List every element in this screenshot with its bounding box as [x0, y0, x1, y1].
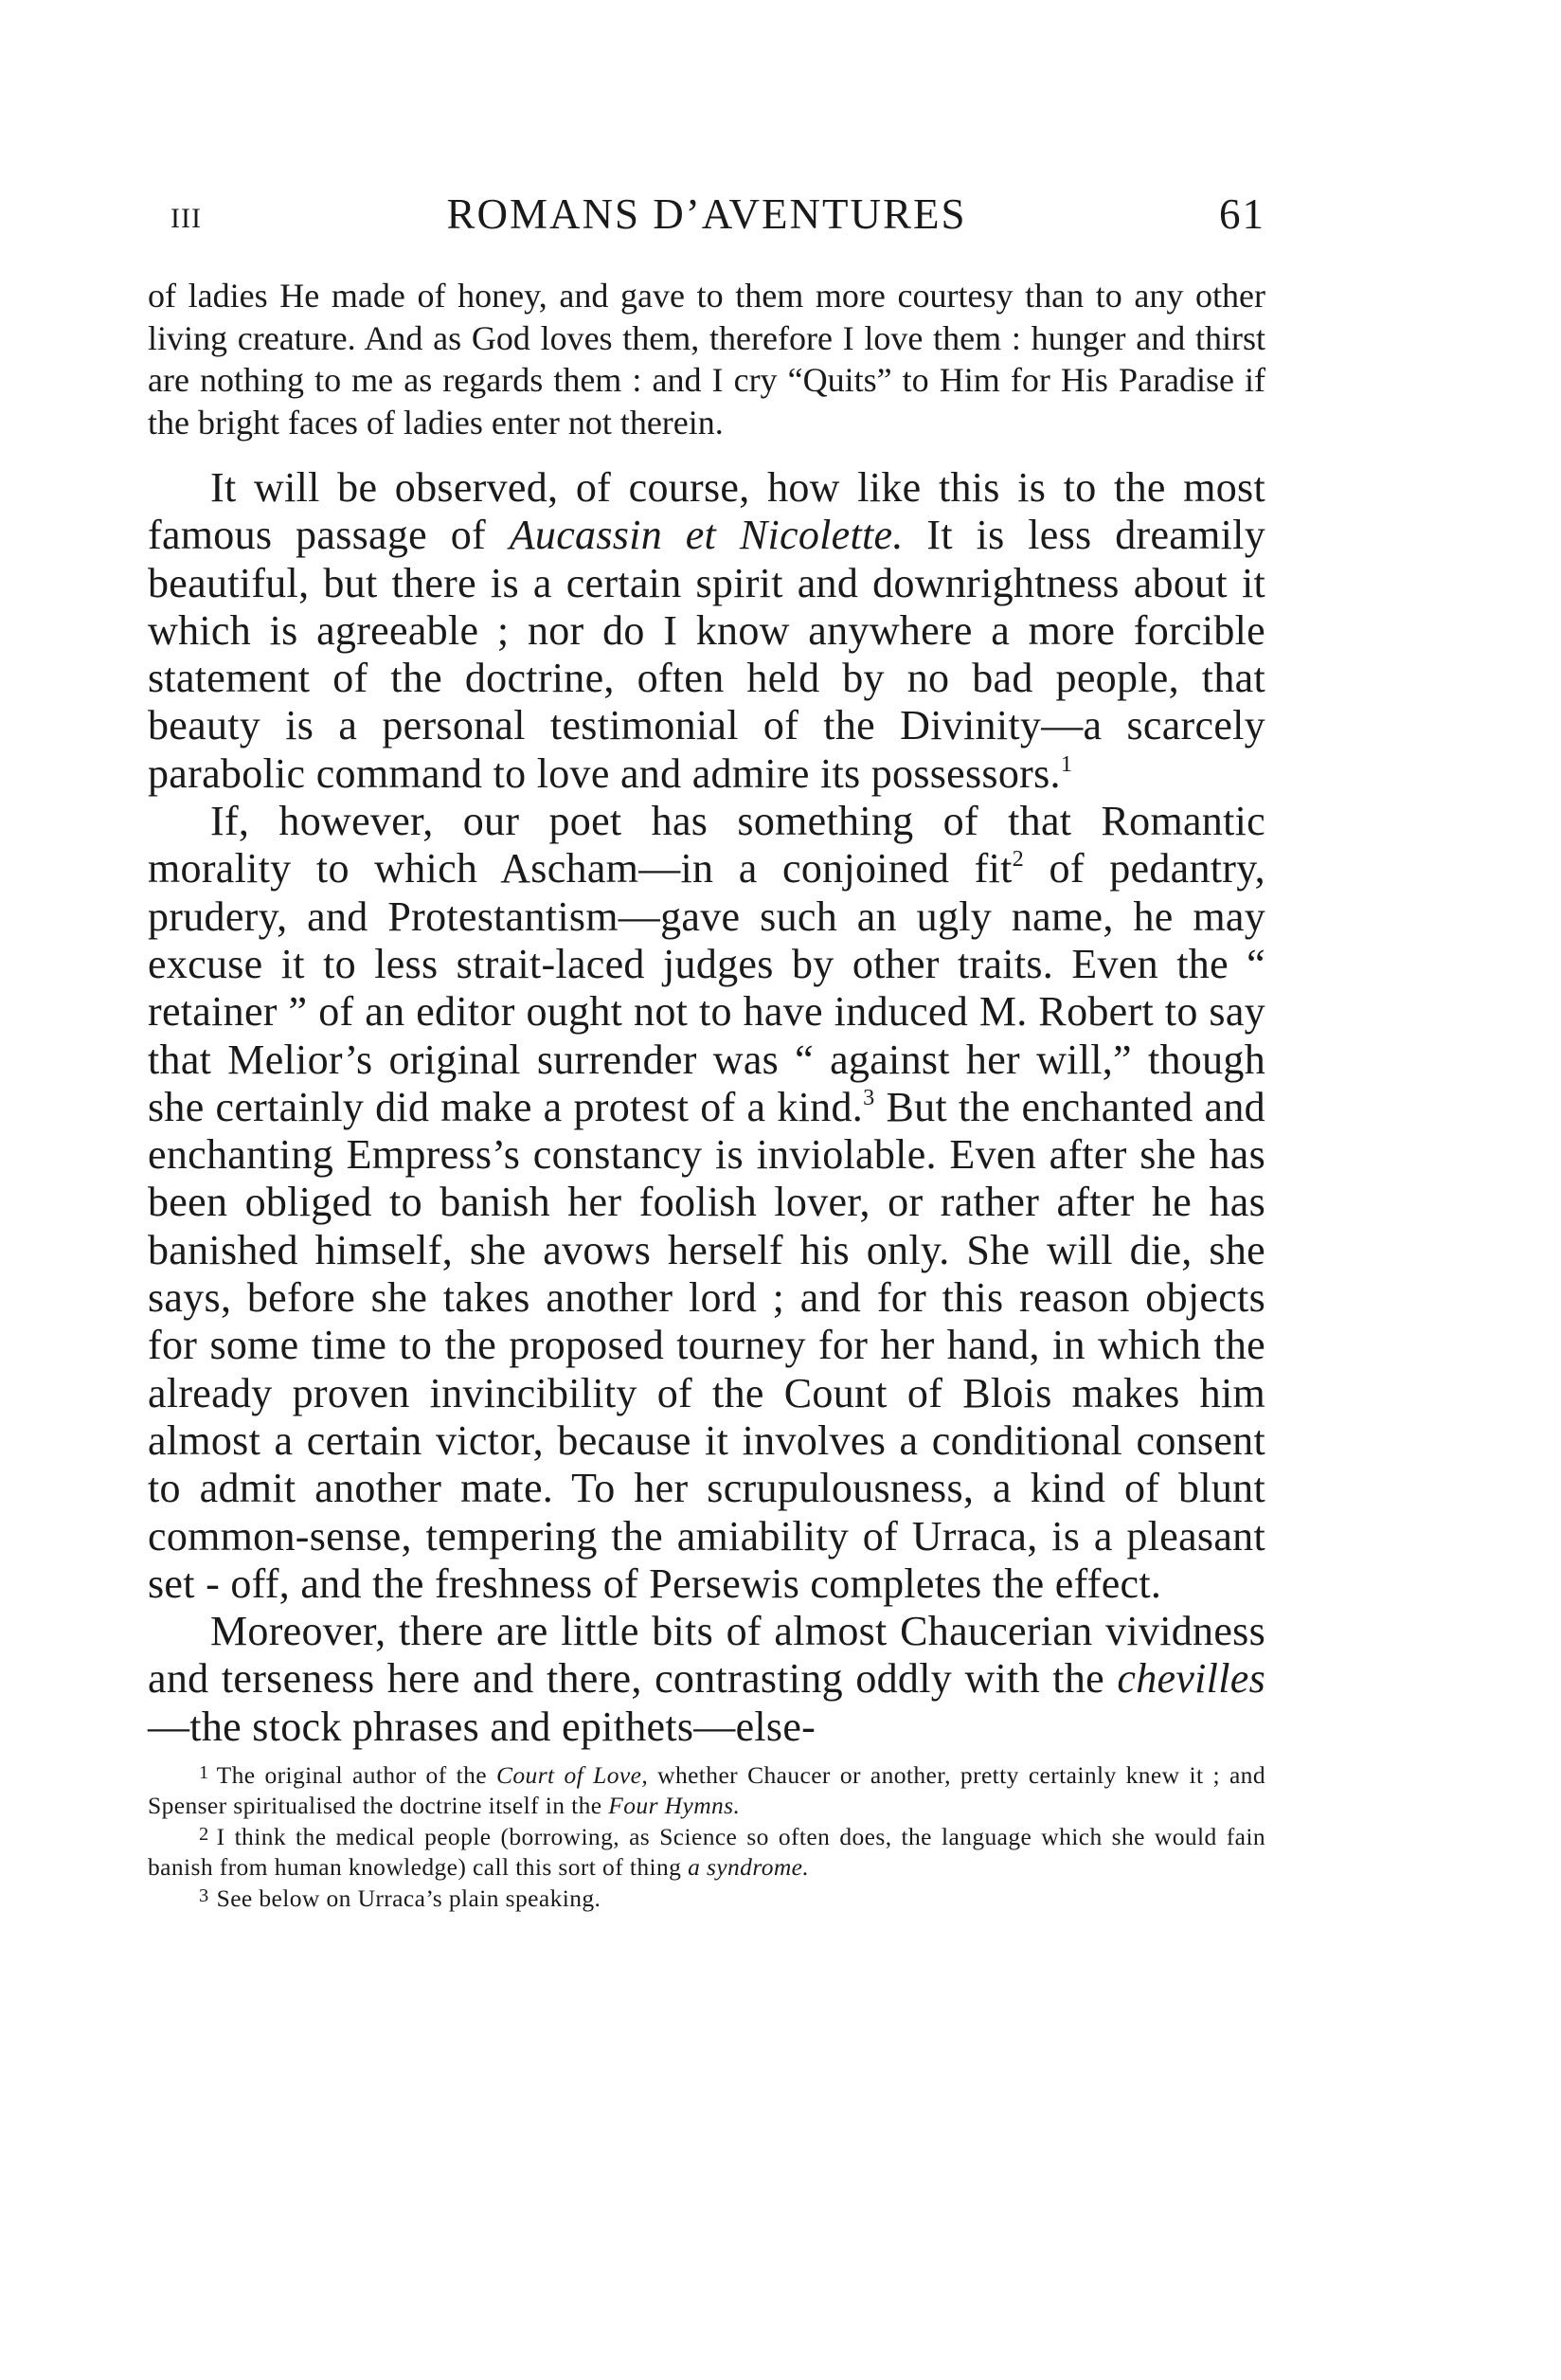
paragraph-3 [148, 1608, 1265, 1751]
footnote-3-number: 3 [199, 1885, 209, 1907]
footnotes [148, 1758, 1265, 1914]
footnote-1-title-court-of-love: Court of Love, [495, 1761, 649, 1790]
footnote-2-number: 2 [199, 1824, 209, 1846]
paragraph-1-text-a: It will be observed, of course, how like this is to the most famous passage of [148, 464, 1265, 559]
footnote-2-term-syndrome: a syndrome. [688, 1852, 810, 1881]
paragraph-2-text-a: If, however, our poet has something of that Romantic morality to which Ascham—in a conjoined fit [148, 798, 1265, 892]
paragraph-1 [148, 464, 1265, 798]
footnote-1-number: 1 [199, 1762, 209, 1784]
body-text [148, 464, 1265, 1751]
footnote-ref-2[interactable]: 2 [1012, 846, 1025, 873]
footnote-1-title-four-hymns: Four Hymns. [608, 1791, 741, 1819]
chapter-number: III [170, 203, 202, 234]
work-title-aucassin: Aucassin et Nicolette. [509, 512, 904, 559]
book-page [148, 189, 1265, 1914]
paragraph-3-text-b: —the stock phrases and epithets—else- [148, 1703, 816, 1750]
footnote-3 [148, 1882, 1265, 1914]
paragraph-2-text-b: of pedantry, prudery, and Protestantism—gave such an ugly name, he may excuse it to less strait-laced judges by other traits. Even the “ retainer ” of an editor ought not to have induced M. Robert to say that Melior’s original surrender was “ against her will,” though she certainly did make a protest of a kind. [148, 845, 1265, 1130]
term-chevilles: chevilles [1117, 1655, 1265, 1703]
paragraph-2-text-c: But the enchanted and enchanting Empress’s constancy is inviolable. Even after she has been obliged to banish her foolish lover, or rather after he has banished himself, she avows herself his only. She will die, she says, before she takes another lord ; and for this reason objects for some time to the proposed tourney for her hand, in which the already proven invincibility of the Count of Blois makes him almost a certain victor, because it involves a conditional consent to admit another mate. To her scrupulousness, a kind of blunt common-sense, tempering the amiability of Urraca, is a pleasant set - off, and the freshness of Persewis completes the effect. [148, 1083, 1265, 1607]
footnote-ref-1[interactable]: 1 [1060, 750, 1073, 777]
footnote-2 [148, 1820, 1265, 1882]
footnote-3-text-a: See below on Urraca’s plain speaking. [216, 1884, 601, 1913]
paragraph-1-text-b: It is less dreamily beautiful, but there is a certain spirit and downrightness about it which is agreeable ; nor do I know anywhere a more forcible statement of the doctrine, often held by no bad people, that beauty is a personal testimonial of the Divinity—a scarcely parabolic command to love and admire its possessors. [148, 512, 1265, 797]
quoted-passage: of ladies He made of honey, and gave to them more courtesy than to any other living creature. And as God loves them, therefore I love them : hunger and thirst are nothing to me as regards them : and I cry “Quits” to Him for His Paradise if the bright faces of ladies enter not therein. [148, 277, 1265, 442]
page-number: 61 [1219, 190, 1265, 238]
paragraph-2 [148, 798, 1265, 1608]
footnote-1-text-a: The original author of the [216, 1761, 496, 1790]
footnote-2-text-a: I think the medical people (borrowing, as Science so often does, the language which she would fain banish from human knowledge) call this sort of thing [148, 1823, 1265, 1881]
footnote-1-text-b: whether Chaucer or another, pretty certainly knew it ; and Spenser spiritualised the doctrine itself in the [148, 1761, 1265, 1819]
footnote-1 [148, 1758, 1265, 1820]
running-head [148, 189, 1265, 246]
running-title: ROMANS D’AVENTURES [446, 190, 967, 238]
footnote-ref-3[interactable]: 3 [863, 1084, 875, 1110]
paragraph-3-text-a: Moreover, there are little bits of almost Chaucerian vividness and terseness here and there, contrasting oddly with the [148, 1608, 1265, 1703]
